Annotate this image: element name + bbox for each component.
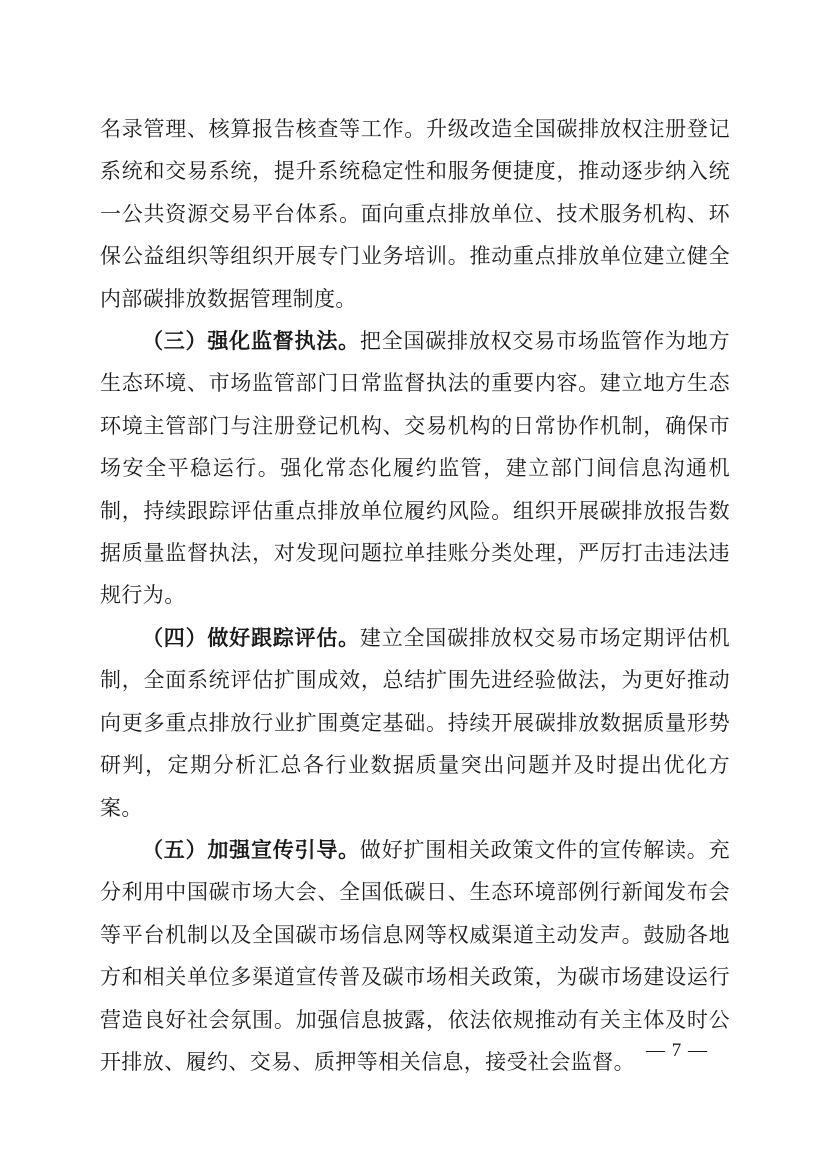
paragraph-text: 做好扩围相关政策文件的宣传解读。充分利用中国碳市场大会、全国低碳日、生态环境部例行新闻发布会等平台机制以及全国碳市场信息网等权威渠道主动发声。鼓励各地方和相关单位多渠道宣传普及碳市场相关政策，为碳市场建设运行营造良好社会氛围。加强信息披露，依法依规推动有关主体及时公开排放、履约、交易、质押等相关信息，接受社会监督。 — [100, 837, 730, 1074]
paragraph-text: 名录管理、核算报告核查等工作。升级改造全国碳排放权注册登记系统和交易系统，提升系统稳定性和服务便捷度，推动逐步纳入统一公共资源交易平台体系。面向重点排放单位、技术服务机构、环保公益组织等组织开展专门业务培训。推动重点排放单位建立健全内部碳排放数据管理制度。 — [100, 117, 730, 311]
paragraph-text: 建立全国碳排放权交易市场定期评估机制，全面系统评估扩围成效，总结扩围先进经验做法，为更好推动向更多重点排放行业扩围奠定基础。持续开展碳排放数据质量形势研判，定期分析汇总各行业数据质量突出问题并及时提出优化方案。 — [100, 625, 730, 820]
paragraph-continuation — [100, 108, 730, 320]
paragraph-text: 把全国碳排放权交易市场监管作为地方生态环境、市场监管部门日常监督执法的重要内容。建立地方生态环境主管部门与注册登记机构、交易机构的日常协作机制，确保市场安全平稳运行。强化常态化履约监管，建立部门间信息沟通机制，持续跟踪评估重点排放单位履约风险。组织开展碳排放报告数据质量监督执法，对发现问题拉单挂账分类处理，严厉打击违法违规行为。 — [100, 329, 730, 608]
section-heading-evaluation: （四）做好跟踪评估。 — [142, 625, 360, 650]
paragraph-evaluation — [100, 617, 730, 829]
section-heading-supervision: （三）强化监督执法。 — [142, 329, 360, 354]
page-number: — 7 — — [646, 1040, 708, 1061]
section-heading-publicity: （五）加强宣传引导。 — [142, 837, 360, 862]
body-text — [100, 108, 730, 1083]
paragraph-supervision — [100, 320, 730, 617]
paragraph-publicity — [100, 829, 730, 1083]
